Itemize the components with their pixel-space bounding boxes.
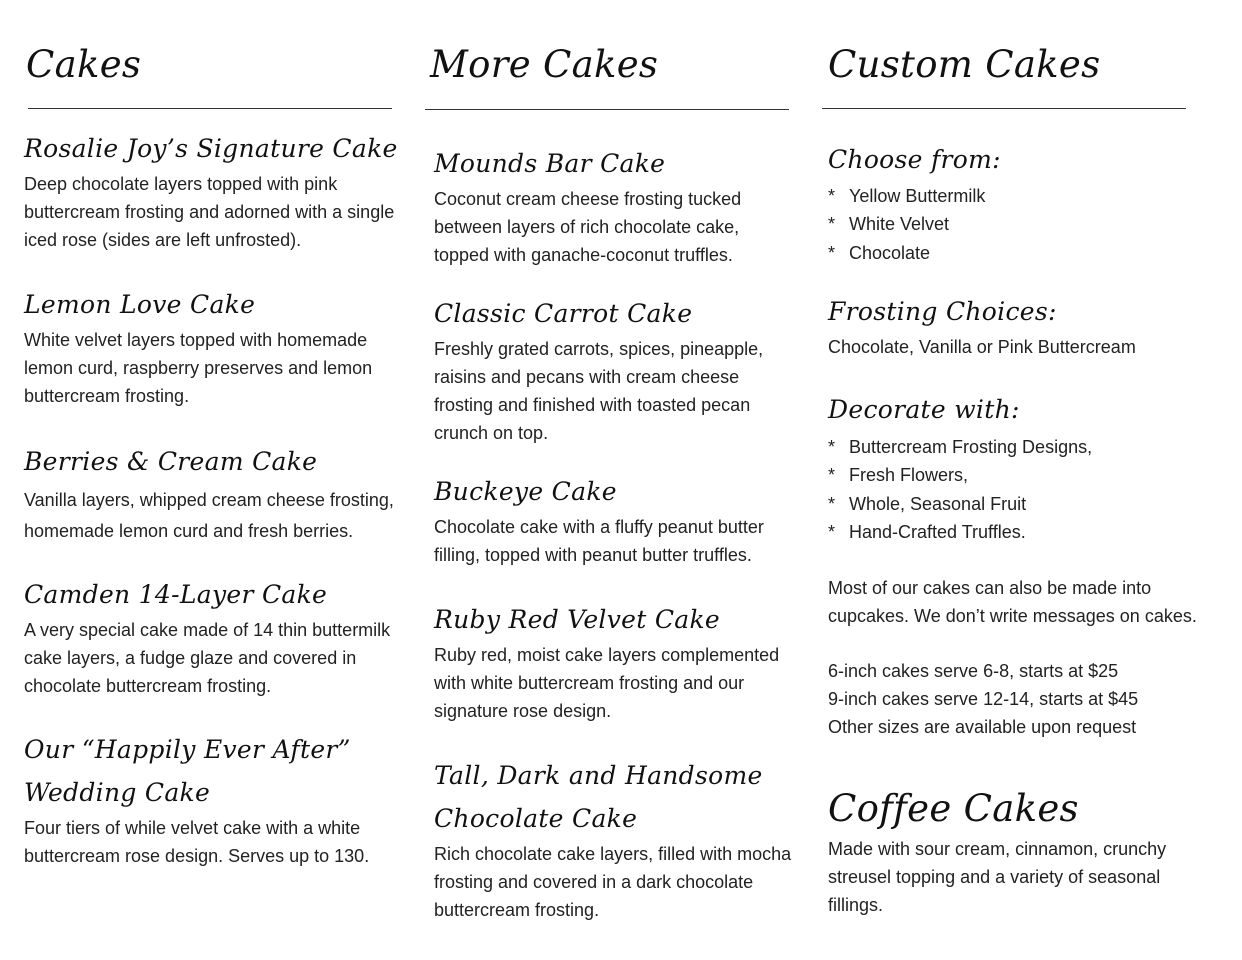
list-item — [828, 518, 1218, 546]
menu-item — [434, 470, 809, 569]
decorate-section — [828, 388, 1218, 546]
menu-item-description: Ruby red, moist cake layers complemented with white buttercream frosting and our signature rose design. — [434, 645, 780, 721]
menu-item-description: Vanilla layers, whipped cream cheese frosting, homemade lemon curd and fresh berries. — [24, 490, 394, 541]
pricing-line: 6-inch cakes serve 6-8, starts at $25 — [828, 661, 1119, 681]
menu-item-name: Buckeye Cake — [434, 477, 617, 506]
bullet-icon: * — [828, 465, 836, 486]
section-heading: Decorate with: — [828, 395, 1020, 424]
list-item — [828, 239, 1218, 267]
menu-item — [434, 142, 809, 269]
list-item — [828, 182, 1218, 210]
coffee-cakes-description: Made with sour cream, cinnamon, crunchy streusel topping and a variety of seasonal fillings. — [828, 839, 1167, 915]
title-divider — [425, 109, 789, 110]
menu-item — [24, 728, 416, 870]
choose-section — [828, 138, 1218, 267]
menu-item — [434, 754, 809, 924]
menu-item-description: Coconut cream cheese frosting tucked between layers of rich chocolate cake, topped with ganache-coconut truffles. — [434, 189, 742, 265]
menu-item — [434, 598, 809, 725]
section-heading: Frosting Choices: — [828, 297, 1057, 326]
menu-item — [24, 573, 416, 700]
flavor-option: Chocolate — [849, 242, 931, 263]
menu-item — [24, 440, 416, 547]
menu-item-name: Berries & Cream Cake — [24, 447, 318, 476]
section-title: Coffee Cakes — [828, 787, 1079, 830]
pricing-line: Other sizes are available upon request — [828, 717, 1137, 737]
list-item — [828, 210, 1218, 238]
list-item — [828, 490, 1218, 518]
menu-item-name: Camden 14-Layer Cake — [24, 580, 328, 609]
menu-item-name: Lemon Love Cake — [24, 290, 256, 319]
title-divider — [822, 108, 1186, 109]
bullet-icon: * — [828, 186, 836, 206]
column-title: More Cakes — [430, 43, 659, 86]
menu-item — [24, 283, 416, 410]
decoration-option: Buttercream Frosting Designs, — [849, 437, 1093, 457]
bullet-icon: * — [828, 242, 836, 263]
menu-item-name: Our “Happily Ever After” Wedding Cake — [24, 735, 351, 807]
pricing-line: 9-inch cakes serve 12-14, starts at $45 — [828, 689, 1139, 709]
menu-item — [434, 292, 809, 447]
column-title: Cakes — [26, 43, 142, 86]
flavor-option: White Velvet — [849, 214, 950, 235]
bullet-icon: * — [828, 521, 836, 542]
menu-item — [24, 127, 416, 254]
menu-item-description: White velvet layers topped with homemade lemon curd, raspberry preserves and lemon buttercream frosting. — [24, 330, 373, 406]
menu-item-name: Mounds Bar Cake — [434, 149, 666, 178]
decoration-option: Whole, Seasonal Fruit — [849, 493, 1027, 514]
menu-item-name: Tall, Dark and Handsome Chocolate Cake — [434, 761, 763, 833]
decoration-option: Hand-Crafted Truffles. — [849, 521, 1026, 542]
list-item — [828, 461, 1218, 489]
menu-item-name: Rosalie Joy’s Signature Cake — [24, 134, 398, 163]
menu-item-description: Chocolate cake with a fluffy peanut butter filling, topped with peanut butter truffles. — [434, 517, 764, 565]
menu-item-description: Freshly grated carrots, spices, pineapple, raisins and pecans with cream cheese frosting and finished with toasted pecan crunch on top. — [434, 339, 764, 443]
menu-item-name: Classic Carrot Cake — [434, 299, 693, 328]
menu-item-description: Rich chocolate cake layers, filled with mocha frosting and covered in a dark chocolate buttercream frosting. — [434, 844, 792, 920]
coffee-cakes-section — [828, 787, 1218, 919]
column-title: Custom Cakes — [828, 43, 1101, 86]
title-divider — [28, 108, 392, 109]
menu-item-name: Ruby Red Velvet Cake — [434, 605, 721, 634]
bullet-icon: * — [828, 493, 836, 514]
frosting-section — [828, 290, 1218, 361]
list-item — [828, 433, 1218, 461]
decoration-option: Fresh Flowers, — [849, 465, 969, 486]
flavor-option: Yellow Buttermilk — [849, 186, 986, 206]
section-heading: Choose from: — [828, 145, 1001, 174]
pricing-info — [828, 657, 1218, 741]
bullet-icon: * — [828, 214, 836, 235]
menu-item-description: Deep chocolate layers topped with pink buttercream frosting and adorned with a single iced rose (sides are left unfrosted). — [24, 174, 395, 250]
menu-item-description: Four tiers of while velvet cake with a white buttercream rose design. Serves up to 130. — [24, 818, 370, 866]
menu-item-description: A very special cake made of 14 thin buttermilk cake layers, a fudge glaze and covered in chocolate buttercream frosting. — [24, 620, 391, 696]
cupcake-note: Most of our cakes can also be made into cupcakes. We don’t write messages on cakes. — [828, 578, 1197, 626]
frosting-options: Chocolate, Vanilla or Pink Buttercream — [828, 337, 1136, 357]
flavor-list — [828, 182, 1218, 267]
bullet-icon: * — [828, 437, 836, 457]
decoration-list — [828, 433, 1218, 546]
